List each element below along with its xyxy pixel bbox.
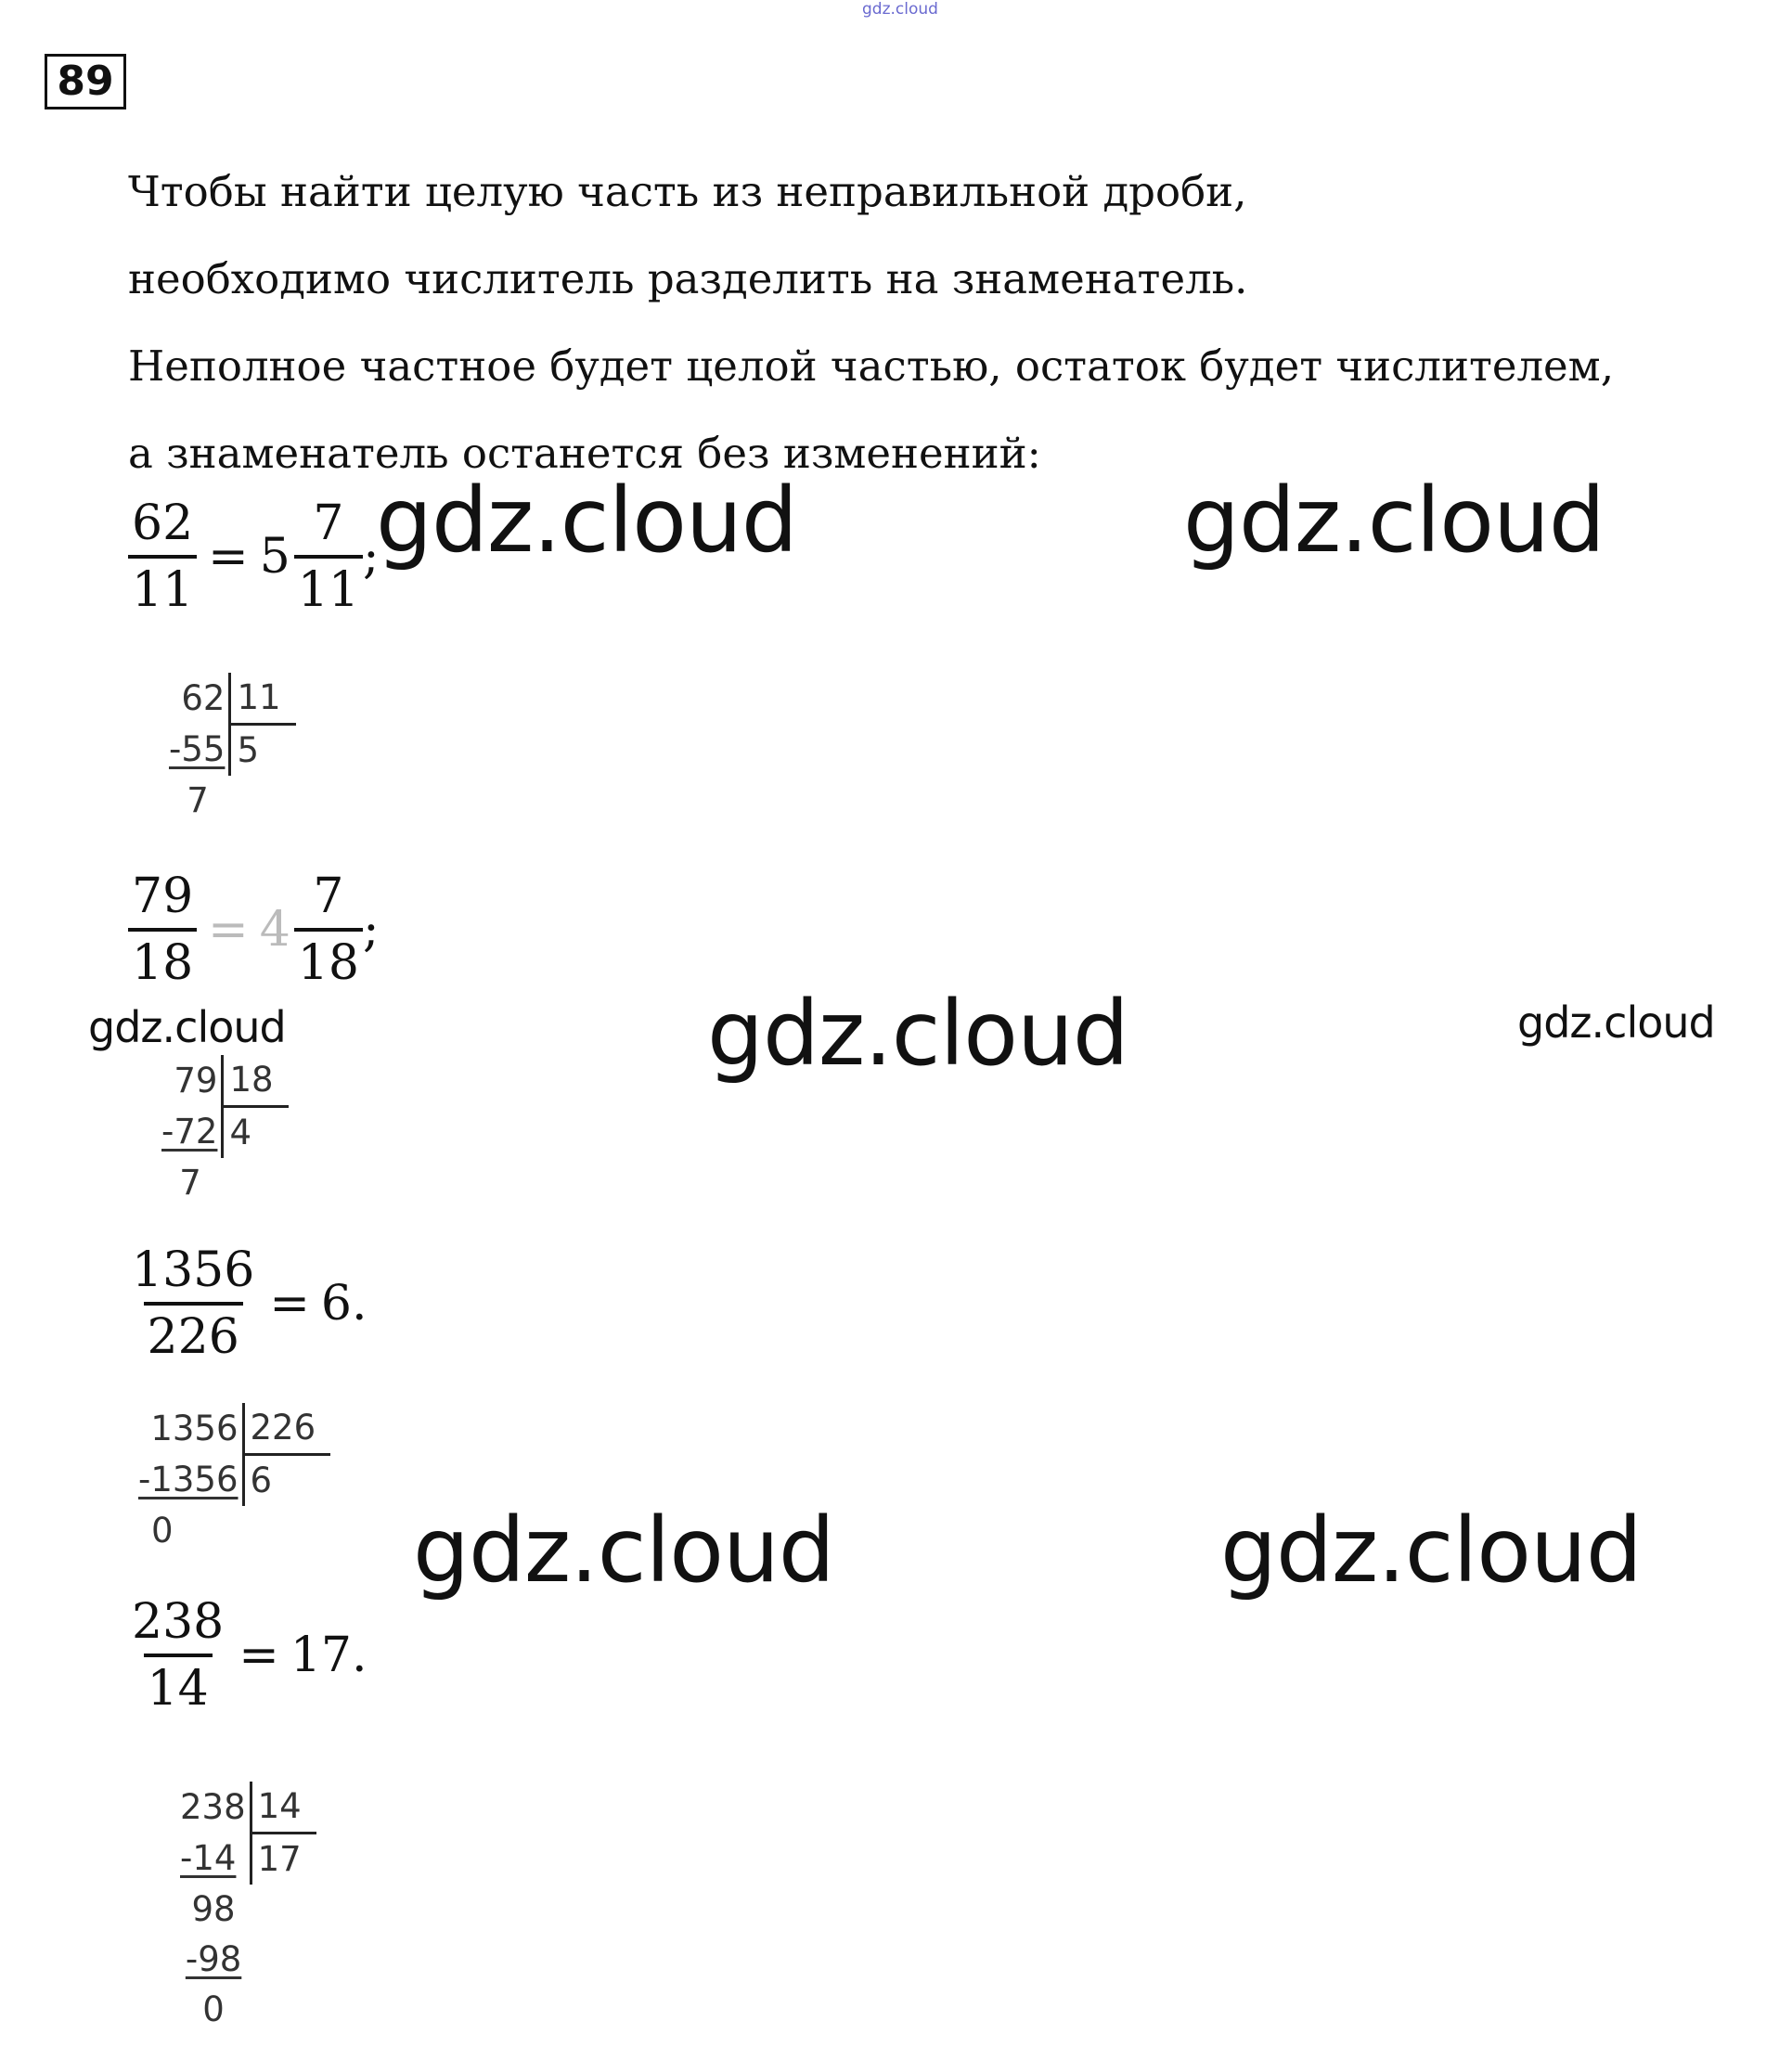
long-division-3 [135, 1403, 330, 1556]
divisor: 226 [243, 1403, 330, 1455]
watermark: gdz.cloud [88, 1002, 286, 1052]
watermark: gdz.cloud [1183, 469, 1605, 573]
numerator: 1356 [132, 1242, 255, 1298]
numerator: 79 [132, 869, 194, 924]
divisor: 14 [251, 1782, 316, 1834]
site-watermark-top: gdz.cloud [862, 0, 938, 19]
fraction-improper [128, 1594, 227, 1717]
long-division-2 [158, 1055, 289, 1208]
denominator: 11 [128, 555, 197, 614]
watermark: gdz.cloud [1517, 997, 1715, 1048]
mixed-number [259, 495, 363, 618]
subtrahend: -1356 [138, 1460, 239, 1500]
subtrahend: -72 [161, 1112, 218, 1152]
divisor: 11 [230, 673, 296, 725]
equals-sign: = [208, 902, 249, 958]
subtrahend: -14 [180, 1838, 237, 1879]
mixed-number [259, 869, 363, 991]
long-division-4 [176, 1782, 316, 2035]
numerator: 62 [132, 495, 194, 551]
remainder: 7 [187, 780, 209, 820]
dividend: 238 [180, 1786, 246, 1827]
numerator: 238 [132, 1594, 225, 1650]
remainder: 0 [202, 1989, 225, 2029]
equals-sign: = [239, 1628, 279, 1683]
fraction-improper [128, 1242, 258, 1365]
quotient: 4 [223, 1107, 289, 1159]
numerator: 7 [313, 495, 344, 551]
fraction-part [294, 869, 363, 991]
quotient: 6 [243, 1455, 330, 1507]
denominator: 226 [144, 1302, 243, 1361]
whole-part: 5 [259, 529, 290, 585]
numerator: 7 [313, 869, 344, 924]
denominator: 18 [128, 928, 197, 987]
intro-paragraph [128, 148, 1780, 497]
quotient: 17 [251, 1834, 316, 1885]
denominator: 18 [294, 928, 363, 987]
divisor: 18 [223, 1055, 289, 1107]
fraction-improper [128, 869, 197, 991]
intro-line-4: а знаменатель останется без изменений: [128, 429, 1041, 478]
watermark: gdz.cloud [413, 1499, 834, 1602]
subtrahend: -98 [185, 1939, 242, 1979]
equation-1 [128, 495, 380, 618]
result: 6. [320, 1276, 367, 1332]
watermark: gdz.cloud [376, 469, 797, 573]
fraction-improper [128, 495, 197, 618]
long-division-1 [165, 673, 296, 826]
intermediate: 98 [191, 1889, 236, 1929]
intro-line-3: Неполное частное будет целой частью, остаток будет числителем, [128, 341, 1614, 391]
subtrahend: -55 [169, 729, 226, 770]
whole-part: 4 [259, 902, 290, 958]
denominator: 14 [144, 1654, 213, 1713]
equation-2 [128, 869, 380, 991]
equation-4 [128, 1594, 367, 1717]
result: 17. [290, 1628, 367, 1683]
equals-sign: = [269, 1276, 310, 1332]
dividend: 1356 [150, 1408, 239, 1448]
remainder: 7 [179, 1163, 201, 1203]
watermark: gdz.cloud [1220, 1499, 1642, 1602]
equation-3 [128, 1242, 367, 1365]
denominator: 11 [294, 555, 363, 614]
watermark: gdz.cloud [707, 982, 1128, 1086]
task-number-box: 89 [45, 54, 126, 109]
terminator: ; [363, 529, 380, 585]
dividend: 62 [181, 677, 226, 718]
intro-line-2: необходимо числитель разделить на знаменатель. [128, 254, 1248, 303]
dividend: 79 [174, 1060, 218, 1100]
fraction-part [294, 495, 363, 618]
terminator: ; [363, 902, 380, 958]
intro-line-1: Чтобы найти целую часть из неправильной дроби, [128, 167, 1247, 216]
remainder: 0 [151, 1511, 174, 1551]
quotient: 5 [230, 725, 296, 777]
equals-sign: = [208, 529, 249, 585]
